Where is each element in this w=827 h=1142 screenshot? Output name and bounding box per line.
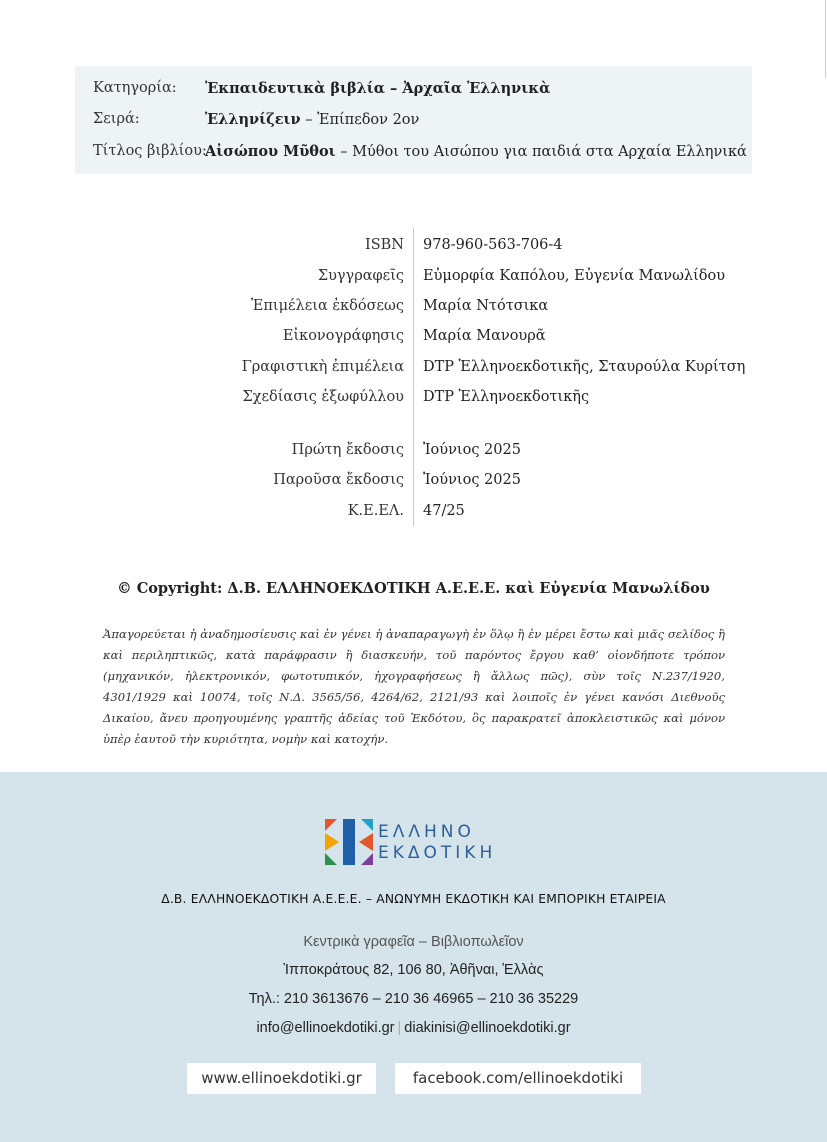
company-name: Δ.Β. ΕΛΛΗΝΟΕΚΔΟΤΙΚΗ Α.Ε.Ε.Ε. – ΑΝΩΝΥΜΗ ΕΚΔΟΤΙΚΗ ΚΑΙ ΕΜΠΟΡΙΚΗ ΕΤΑΙΡΕΙΑ <box>161 892 666 906</box>
credit-key: Εἰκονογράφησις <box>282 328 404 344</box>
category-value: Ἐκπαιδευτικὰ βιβλία – Ἀρχαῖα Ἑλληνικὰ <box>205 80 551 97</box>
email-line <box>0 1020 827 1036</box>
credit-key: Πρώτη ἔκδοσις <box>291 442 404 458</box>
category-box <box>75 66 752 174</box>
title-label: Τίτλος βιβλίου: <box>93 143 207 159</box>
title-subtitle: – Μύθοι του Αισώπου για παιδιά στα Αρχαία Ελληνικά <box>335 144 747 160</box>
logo-line-1: ΕΛΛΗΝΟ <box>378 822 475 842</box>
credits-divider <box>413 228 414 526</box>
credit-key: Παροῦσα ἔκδοσις <box>273 472 404 488</box>
website-link[interactable]: www.ellinoekdotiki.gr <box>187 1063 376 1094</box>
title-value <box>205 143 747 160</box>
title-name: Αἰσώπου Μῦθοι <box>205 143 336 160</box>
credit-value: Εὐμορφία Καπόλου, Εὐγενία Μανωλίδου <box>423 268 726 284</box>
series-level: – Ἐπίπεδον 2ον <box>300 112 420 128</box>
credit-value: Μαρία Μανουρᾶ <box>423 328 546 344</box>
publisher-footer <box>0 772 827 1142</box>
credit-value: DTP Ἑλληνοεκδοτικῆς <box>423 389 590 405</box>
credit-value: 978-960-563-706-4 <box>423 237 563 253</box>
credit-key: Συγγραφεῖς <box>317 268 404 284</box>
phone-numbers: Τηλ.: 210 3613676 – 210 36 46965 – 210 36 35229 <box>248 991 579 1007</box>
email-separator: | <box>397 1020 402 1036</box>
credit-value: 47/25 <box>423 503 465 519</box>
credit-value: Ἰούνιος 2025 <box>423 442 521 458</box>
email-diakinisi-link[interactable]: diakinisi@ellinoekdotiki.gr <box>404 1020 571 1036</box>
credit-key: Ἐπιμέλεια ἐκδόσεως <box>251 298 404 314</box>
offices-label: Κεντρικὰ γραφεῖα – Βιβλιοπωλεῖον <box>303 934 524 950</box>
publisher-logo-text <box>378 822 496 864</box>
credit-key: ISBN <box>364 237 404 253</box>
category-value-wrap <box>205 80 550 97</box>
category-label: Κατηγορία: <box>93 80 177 96</box>
credit-key: Γραφιστικὴ ἐπιμέλεια <box>241 359 404 375</box>
credit-value: Ἰούνιος 2025 <box>423 472 521 488</box>
copyright-line: © Copyright: Δ.Β. ΕΛΛΗΝΟΕΚΔΟΤΙΚΗ Α.Ε.Ε.Ε. καὶ Εὐγενία Μανωλίδου <box>117 580 710 597</box>
credit-value: DTP Ἑλληνοεκδοτικῆς, Σταυρούλα Κυρίτση <box>423 359 746 375</box>
facebook-link[interactable]: facebook.com/ellinoekdotiki <box>395 1063 641 1094</box>
email-info-link[interactable]: info@ellinoekdotiki.gr <box>256 1020 395 1036</box>
credit-key: Κ.Ε.ΕΛ. <box>347 503 404 519</box>
legal-notice: Ἀπαγορεύεται ἡ ἀναδημοσίευσις καὶ ἐν γένει ἡ ἀναπαραγωγὴ ἐν ὅλῳ ἢ ἐν μέρει ἔστω καὶ μιᾶς σελίδος ἢ καὶ περιληπτικῶς, κατὰ παράφρασιν ἢ διασκευήν, τοῦ παρόντος ἔργου καθ’ οἱονδήποτε τρόπον (μηχανικόν, ἠλεκτρονικόν, φωτοτυπικόν, ἠχογραφήσεως ἢ ἄλλως πῶς), σὺν τοῖς Ν.237/1920, 4301/1929 καὶ 10074, τοῖς Ν.Δ. 3565/56, 4264/62, 2121/93 καὶ λοιποῖς ἐν γένει κανόσι Διεθνοῦς Δικαίου, ἄνευ προηγουμένης γραπτῆς ἀδείας τοῦ Ἐκδότου, ὃς παρακρατεῖ ἀποκλειστικῶς καὶ μόνον ὑπὲρ ἑαυτοῦ τὴν κυριότητα, νομὴν καὶ κατοχήν. <box>103 627 725 746</box>
logo-line-2: ΕΚΔΟΤΙΚΗ <box>378 843 497 863</box>
credit-key: Σχεδίασις ἐξωφύλλου <box>242 389 404 405</box>
publisher-logo-icon <box>325 819 375 865</box>
page-edge-line <box>825 0 826 78</box>
series-label: Σειρά: <box>93 111 140 127</box>
address: Ἱπποκράτους 82, 106 80, Ἀθῆναι, Ἑλλὰς <box>283 962 544 978</box>
credit-value: Μαρία Ντότσικα <box>423 298 549 314</box>
series-value <box>205 111 419 128</box>
series-name: Ἑλληνίζειν <box>205 111 301 128</box>
